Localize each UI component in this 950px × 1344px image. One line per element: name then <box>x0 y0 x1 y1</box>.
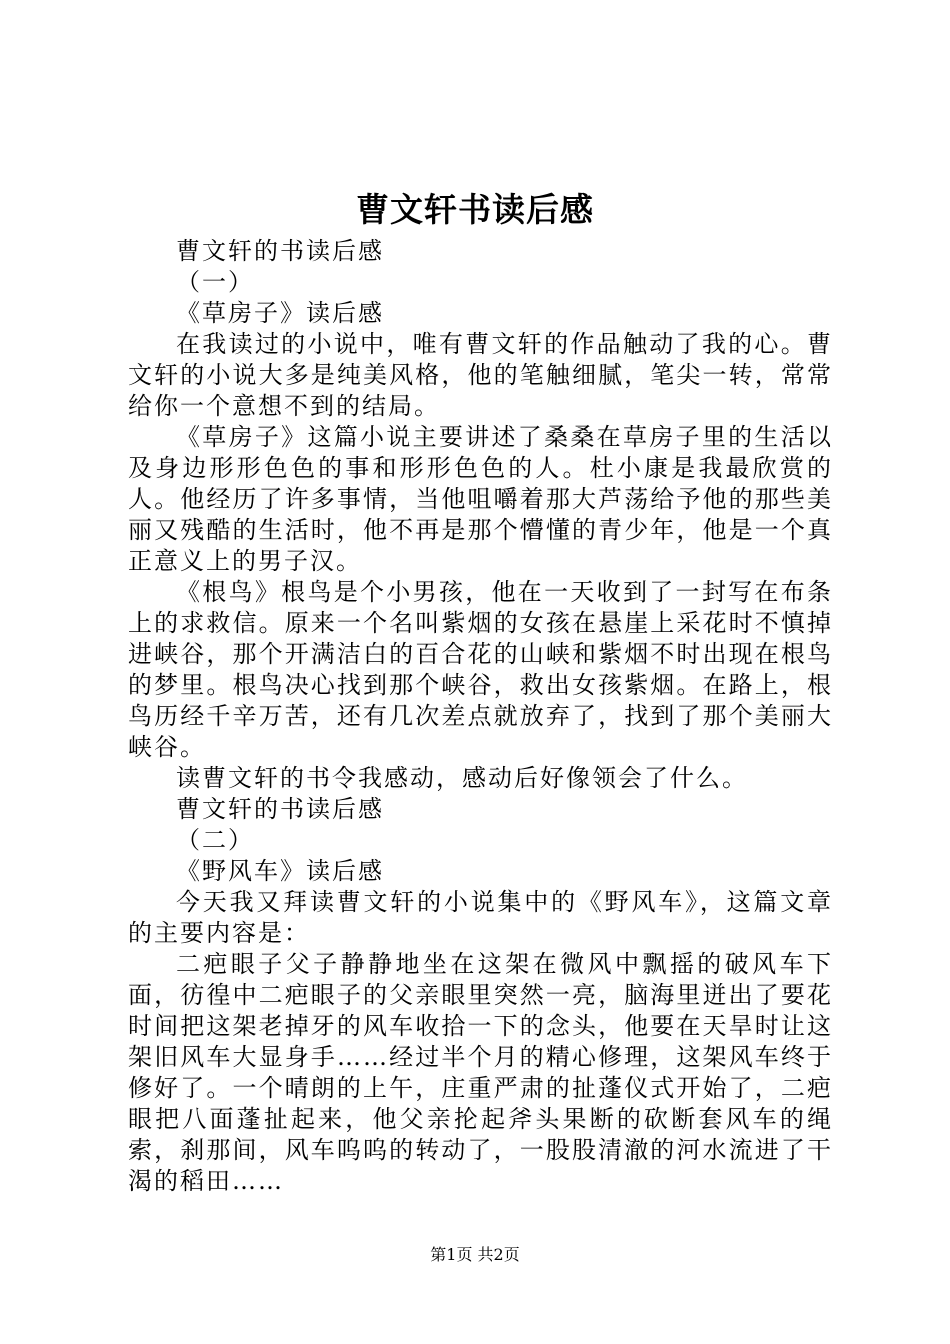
paragraph: 二疤眼子父子静静地坐在这架在微风中飘摇的破风车下面，彷徨中二疤眼子的父亲眼里突然一亮，脑海里迸出了要花时间把这架老掉牙的风车收拾一下的念头，他要在天旱时让这架旧风车大显身手……经过半个月的精心修理，这架风车终于修好了。一个晴朗的上午，庄重严肃的扯蓬仪式开始了，二疤眼把八面蓬扯起来，他父亲抡起斧头果断的砍断套风车的绳索，刹那间，风车呜呜的转动了，一股股清澈的河水流进了干渴的稻田…… <box>128 950 833 1195</box>
page-title: 曹文轩书读后感 <box>356 190 594 229</box>
section-number: （一） <box>176 268 254 296</box>
section-heading: 曹文轩的书读后感 <box>176 795 384 823</box>
page-footer: 第1页 共2页 <box>430 1245 520 1264</box>
paragraph: 《根鸟》根鸟是个小男孩，他在一天收到了一封写在布条上的求救信。原来一个名叫紫烟的女孩在悬崖上采花时不慎掉进峡谷，那个开满洁白的百合花的山峡和紫烟不时出现在根鸟的梦里。根鸟决心找到那个峡谷，救出女孩紫烟。在路上，根鸟历经千辛万苦，还有几次差点就放弃了，找到了那个美丽大峡谷。 <box>128 578 833 761</box>
section-number: （二） <box>176 826 254 854</box>
section-heading: 曹文轩的书读后感 <box>176 237 384 265</box>
subsection-title: 《野风车》读后感 <box>176 857 384 885</box>
paragraph: 在我读过的小说中，唯有曹文轩的作品触动了我的心。曹文轩的小说大多是纯美风格，他的笔触细腻，笔尖一转，常常给你一个意想不到的结局。 <box>128 330 833 420</box>
paragraph: 读曹文轩的书令我感动，感动后好像领会了什么。 <box>176 764 748 792</box>
paragraph: 《草房子》这篇小说主要讲述了桑桑在草房子里的生活以及身边形形色色的事和形形色色的人。杜小康是我最欣赏的人。他经历了许多事情，当他咀嚼着那大芦荡给予他的那些美丽又残酷的生活时，他不再是那个懵懂的青少年，他是一个真正意义上的男子汉。 <box>128 423 833 575</box>
paragraph: 今天我又拜读曹文轩的小说集中的《野风车》，这篇文章的主要内容是： <box>128 888 833 947</box>
document-body <box>128 236 833 1197</box>
subsection-title: 《草房子》读后感 <box>176 299 384 327</box>
